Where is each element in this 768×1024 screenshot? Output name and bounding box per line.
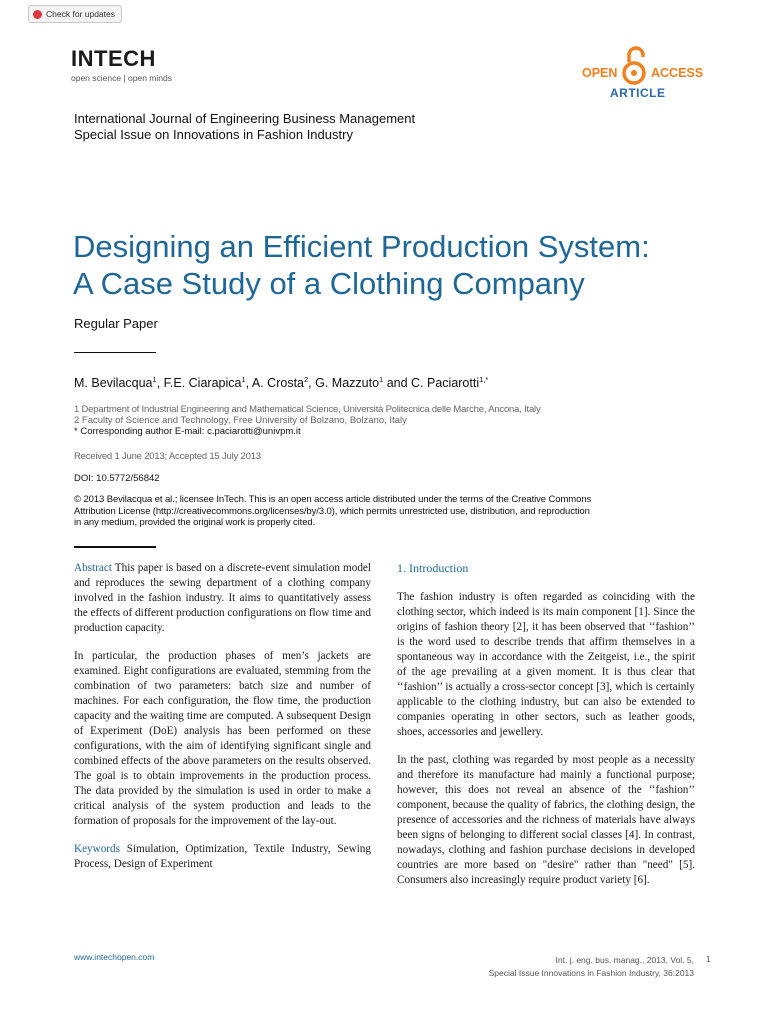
author-separator: , [308,376,316,391]
check-for-updates-badge[interactable] [28,5,122,23]
footer-citation-line-1: Int. j. eng. bus. manag., 2013, Vol. 5, [555,955,694,965]
author-affiliation-marker: 1 [379,375,384,384]
author-affiliation-marker: 2 [304,375,309,384]
abstract-text-2: In particular, the production phases of men’s jackets are examined. Eight configurations are evaluated, stemming from the combination of two parameters: batch size and number of machines. For each configuration, the flow time, the production capacity and the waiting time are computed. A subsequent Design of Experiment (DoE) analysis has been performed on these configurations, with the aim of identifying significant single and combined effects of the above parameters on the results observed. The goal is to obtain improvements in the production process. The data provided by the simulation is used in order to make a critical analysis of the system production and leads to the formation of proposals for the improvement of the lay-out. [74,650,371,827]
publisher-logo: INTECH [71,46,156,71]
divider-rule-thick [74,546,156,548]
footer-citation-line-2: Special Issue Innovations in Fashion Industry, 36:2013 [488,968,694,978]
open-access-lock-icon [620,46,648,86]
affiliation-1: 1 Department of Industrial Engineering and Mathematical Science, Università Politecnica delle Marche, Ancona, Italy [74,404,541,415]
affiliation-2: 2 Faculty of Science and Technology, Free University of Bolzano, Bolzano, Italy [74,415,407,426]
journal-name: International Journal of Engineering Business Management [74,111,416,126]
abstract-paragraph [74,561,371,636]
footer-website-link[interactable]: www.intechopen.com [74,952,155,962]
introduction-paragraph-1: The fashion industry is often regarded as coinciding with the clothing sector, which indeed is its main component [1]. Since the origins of fashion theory [2], it has been observed that ‘‘fashion’’ is the word used to describe trends that affirm themselves in a spontaneous way in accordance with the Zeitgeist, i.e., the spirit of the age prevailing at a given moment. It is thus clear that ‘‘fashion’’ is actually a cross-sector concept [3], which is certainly applicable to the clothing industry, but can also be extended to companies operating in other sectors, such as leather goods, shoes, accessories and jewellery. [397,591,695,738]
license-statement: © 2013 Bevilacqua et al.; licensee InTech. This is an open access article distributed under the terms of the Creative Commons Attribution License (http://creativecommons.org/licenses/by/3.0), which permits unrestricted use, distribution, and reproduction in any medium, provided the original work is properly cited. [74,494,592,528]
title-line-2: A Case Study of a Clothing Company [73,266,585,301]
title-line-1: Designing an Efficient Production System: [73,229,650,264]
author-list [74,375,488,390]
corresponding-author: * Corresponding author E-mail: c.paciarotti@univpm.it [74,426,301,437]
author-separator: , [245,376,252,391]
article-label: ARTICLE [610,86,666,100]
author-name: F.E. Ciarapica [163,376,242,391]
keywords-label: Keywords [74,843,120,855]
check-for-updates-label: Check for updates [46,9,115,19]
update-status-icon [33,10,42,19]
doi[interactable]: DOI: 10.5772/56842 [74,473,160,484]
left-column [74,561,371,872]
open-access-left-label: OPEN [582,66,618,80]
author-name: G. Mazzuto [315,376,380,391]
author-name: A. Crosta [251,376,304,391]
right-column [397,561,695,888]
author-name: C. Paciarotti [411,376,480,391]
author-separator: , [156,376,164,391]
author-separator: and [383,376,412,391]
author-affiliation-marker: 1 [241,375,246,384]
publisher-tagline: open science | open minds [71,73,172,83]
special-issue-name: Special Issue on Innovations in Fashion Industry [74,127,353,142]
open-access-right-label: ACCESS [651,66,704,80]
paper-title [73,228,713,302]
author-affiliation-marker: 1 [152,375,157,384]
divider-rule [74,352,156,353]
author-name: M. Bevilacqua [74,376,153,391]
page-number: 1 [706,954,711,964]
received-dates: Received 1 June 2013; Accepted 15 July 2013 [74,451,261,462]
abstract-label: Abstract [74,562,112,574]
section-heading-introduction: 1. Introduction [397,561,469,575]
keywords-text: Simulation, Optimization, Textile Industry, Sewing Process, Design of Experiment [74,843,371,870]
abstract-text-1: This paper is based on a discrete-event simulation model and reproduces the sewing department of a clothing company involved in the fashion industry. It aims to quantitatively assess the effects of different production configurations on flow time and production capacity. [74,562,371,634]
paper-type: Regular Paper [74,316,158,331]
introduction-paragraph-2: In the past, clothing was regarded by most people as a necessity and therefore its manufacture had mainly a functional purpose; however, this does not reveal an absence of the ‘‘fashion’’ component, because the quality of fabrics, the clothing design, the presence of accessories and the richness of materials have always been signs of belonging to different social classes [4]. In contrast, nowadays, clothing and fashion purchase decisions in developed countries are more based on "desire" rather than "need" [5]. Consumers also increasingly require product variety [6]. [397,754,695,886]
author-affiliation-marker: 1,* [479,375,489,384]
journal-info [74,111,415,143]
keywords-paragraph [74,842,371,872]
footer-citation [470,954,694,980]
